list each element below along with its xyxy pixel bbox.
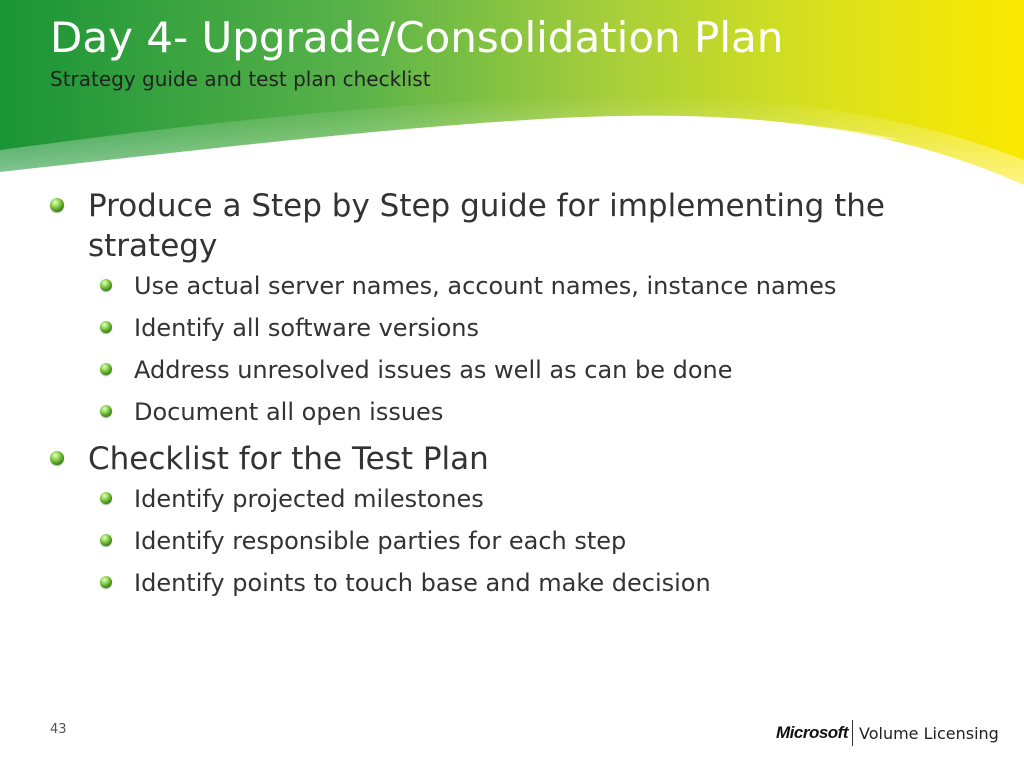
- bullet-icon: [50, 451, 64, 465]
- section-step-guide: [50, 186, 930, 429]
- page-number: 43: [50, 722, 67, 737]
- bullet-icon: [100, 279, 112, 291]
- sub-bullet-list: [100, 482, 930, 600]
- bullet-item: [50, 186, 930, 266]
- bullet-icon: [100, 405, 112, 417]
- sub-bullet-list: [100, 269, 930, 429]
- sub-bullet-text: Use actual server names, account names, instance names: [134, 272, 837, 300]
- sub-bullet-item: [100, 311, 930, 345]
- microsoft-volume-licensing-logo: [776, 718, 999, 748]
- slide-subtitle: Strategy guide and test plan checklist: [50, 67, 431, 91]
- section-test-plan: [50, 439, 930, 600]
- slide-title: Day 4- Upgrade/Consolidation Plan: [50, 13, 784, 62]
- bullet-icon: [100, 363, 112, 375]
- logo-product: Volume Licensing: [859, 723, 999, 743]
- sub-bullet-item: [100, 353, 930, 387]
- bullet-icon: [50, 198, 64, 212]
- sub-bullet-text: Identify projected milestones: [134, 485, 484, 513]
- sub-bullet-item: [100, 395, 930, 429]
- bullet-icon: [100, 492, 112, 504]
- bullet-icon: [100, 576, 112, 588]
- sub-bullet-text: Document all open issues: [134, 398, 444, 426]
- sub-bullet-text: Address unresolved issues as well as can be done: [134, 356, 733, 384]
- sub-bullet-text: Identify all software versions: [134, 314, 479, 342]
- bullet-item: [50, 439, 930, 479]
- bullet-content: [50, 186, 930, 610]
- sub-bullet-text: Identify points to touch base and make decision: [134, 569, 711, 597]
- bullet-icon: [100, 534, 112, 546]
- logo-brand: Microsoft: [776, 723, 848, 742]
- sub-bullet-item: [100, 524, 930, 558]
- bullet-text: Checklist for the Test Plan: [88, 441, 489, 477]
- bullet-text: Produce a Step by Step guide for implementing the strategy: [88, 188, 886, 264]
- sub-bullet-item: [100, 269, 930, 303]
- sub-bullet-text: Identify responsible parties for each step: [134, 527, 627, 555]
- logo-divider: [852, 720, 853, 746]
- bullet-icon: [100, 321, 112, 333]
- sub-bullet-item: [100, 566, 930, 600]
- sub-bullet-item: [100, 482, 930, 516]
